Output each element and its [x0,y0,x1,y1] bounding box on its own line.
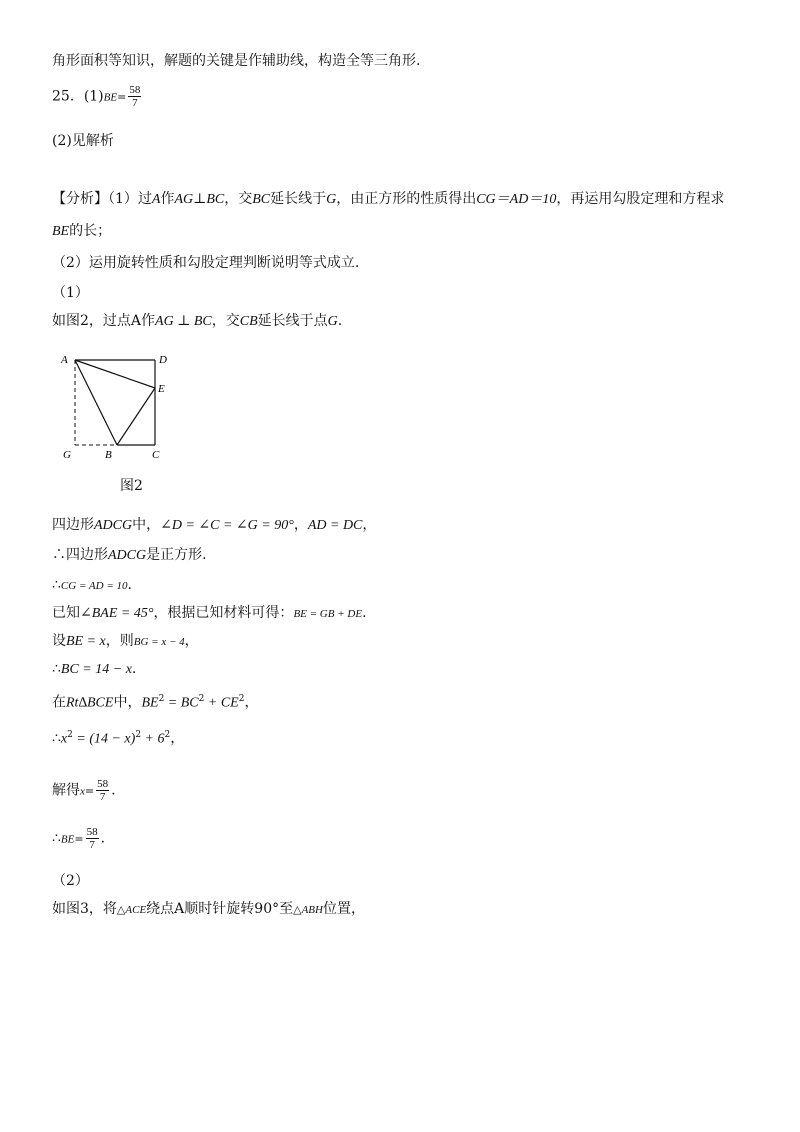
quad-line: 四边形ADCG中，∠D = ∠C = ∠G = 90°，AD = DC， [52,517,377,533]
solve-line: 解得x= $\frac{58}{7}$ . [52,778,116,803]
fig2-intro: 如图2，过点A作AG ⊥ BC，交CB延长线于点G. [52,313,343,329]
analysis-line-3: （2）运用旋转性质和勾股定理判断说明等式成立. [52,255,360,271]
fig3-line: 如图3，将△ACE绕点A顺时针旋转90°至△ABH位置， [52,901,365,917]
square-conclusion: ∴四边形ADCG是正方形. [52,547,207,563]
bc-line: ∴BC = 14 − x. [52,661,137,677]
answer-25-1: 25．(1)BE= $\frac{58}{7}$ [52,84,141,109]
final-line: ∴BE= $\frac{58}{7}$ . [52,826,106,851]
label-E: E [158,383,165,395]
let-line: 设BE = x，则BG = x − 4， [52,633,199,649]
square-figure [55,350,175,465]
equation-line: $\therefore x^2 = (14 - x)^2 + 6^2$， [52,730,185,747]
label-C: C [152,449,160,461]
label-G: G [63,449,71,461]
analysis-line-1: 【分析】（1）过A作AG⊥BC，交BC延长线于G，由正方形的性质得出CG＝AD＝10，再运用勾股定理和方程求 [52,191,725,207]
text-line: 角形面积等知识，解题的关键是作辅助线，构造全等三角形. [52,53,421,69]
answer-25-2: (2)见解析 [52,133,114,149]
analysis-line-2: BE的长； [52,223,112,239]
label-D: D [159,354,167,366]
cg-line: ∴CG = AD = 10. [52,577,132,593]
part-2-label: （2） [52,873,89,889]
figure-caption: 图2 [120,478,143,494]
rt-line: 在Rt∆BCE中，$BE^2 = BC^2 + CE^2$， [52,694,259,711]
known-line: 已知∠BAE = 45°，根据已知材料可得：BE = GB + DE. [52,605,367,621]
part-1-label: （1） [52,285,89,301]
label-A: A [61,354,68,366]
label-B: B [105,449,112,461]
